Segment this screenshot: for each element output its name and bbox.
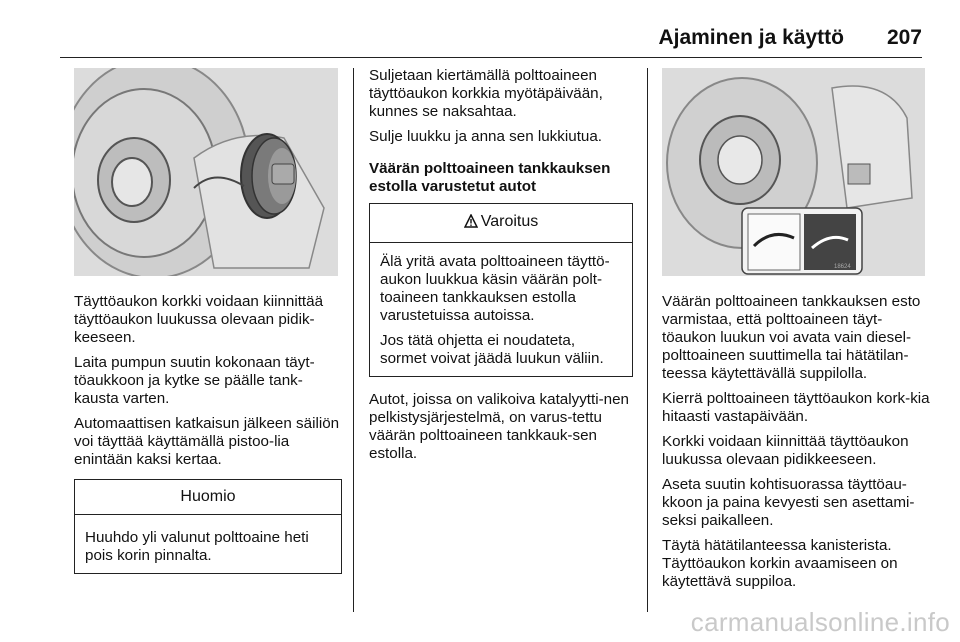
column-divider-right bbox=[647, 68, 648, 612]
paragraph: Sulje luukku ja anna sen lukkiutua. bbox=[369, 128, 603, 145]
warning-header bbox=[370, 204, 632, 243]
page-header bbox=[60, 18, 922, 58]
note-title: Huomio bbox=[75, 480, 341, 515]
misfuel-drawing bbox=[662, 68, 925, 276]
subheading: Väärän polttoaineen tankkauksen estolla varustetut autot bbox=[369, 160, 611, 195]
fuel-cap-drawing bbox=[74, 68, 338, 276]
note-box bbox=[74, 479, 342, 574]
warning-paragraph: Älä yritä avata polttoaineen täyttö-aukon luukkua käsin väärän polt-toaineen tankkauksen estolla varustetuissa autoissa. bbox=[380, 253, 610, 324]
paragraph: Automaattisen katkaisun jälkeen säiliön voi täyttää käyttämällä pistoo-lia enintään kaksi kertaa. bbox=[74, 415, 340, 468]
fuel-cap-illustration bbox=[74, 68, 338, 276]
figure-code: 18624 bbox=[834, 264, 851, 270]
paragraph: Täytä hätätilanteessa kanisterista. Täyttöaukon korkin avaamiseen on käytettävä suppiloa. bbox=[662, 537, 898, 590]
paragraph: Kierrä polttoaineen täyttöaukon kork-kia hitaasti vastapäivään. bbox=[662, 390, 930, 425]
left-column-text bbox=[74, 293, 342, 574]
warning-paragraph: Jos tätä ohjetta ei noudateta, sormet voivat jäädä luukun väliin. bbox=[380, 332, 604, 367]
paragraph: Aseta suutin kohtisuorassa täyttöau-kkoon ja paina kevyesti sen asettami-seksi paikalleen. bbox=[662, 476, 915, 529]
paragraph: Väärän polttoaineen tankkauksen esto varmistaa, että polttoaineen täyt-töaukon luukun voi avata vain diesel-polttoaineen suuttimella tai hätätilan-teessa käytettävällä suppilolla. bbox=[662, 293, 921, 382]
paragraph: Laita pumpun suutin kokonaan täyt-töaukkoon ja kytke se päälle tank-kausta varten. bbox=[74, 354, 315, 407]
page-number: 207 bbox=[886, 26, 922, 49]
warning-box bbox=[369, 203, 633, 377]
paragraph: Korkki voidaan kiinnittää täyttöaukon luukussa olevaan pidikkeeseen. bbox=[662, 433, 909, 468]
paragraph: Suljetaan kiertämällä polttoaineen täyttöaukon korkkia myötäpäivään, kunnes se naksahtaa. bbox=[369, 67, 603, 120]
right-column-text bbox=[662, 293, 930, 598]
warning-triangle-icon bbox=[464, 214, 478, 233]
column-divider-left bbox=[353, 68, 354, 612]
misfuel-prevention-illustration bbox=[662, 68, 925, 276]
paragraph: Täyttöaukon korkki voidaan kiinnittää täyttöaukon luukussa olevaan pidik-keeseen. bbox=[74, 293, 324, 346]
section-title: Ajaminen ja käyttö bbox=[658, 26, 844, 49]
paragraph: Autot, joissa on valikoiva katalyytti-nen pelkistysjärjestelmä, on varus-tettu väärän polttoaineen tankkauk-sen estolla. bbox=[369, 391, 630, 462]
watermark: carmanualsonline.info bbox=[690, 607, 950, 637]
note-text: Huuhdo yli valunut polttoaine heti pois korin pinnalta. bbox=[85, 529, 309, 564]
header-rule bbox=[60, 57, 922, 58]
warning-title: Varoitus bbox=[480, 213, 539, 230]
middle-column-text bbox=[369, 67, 633, 470]
